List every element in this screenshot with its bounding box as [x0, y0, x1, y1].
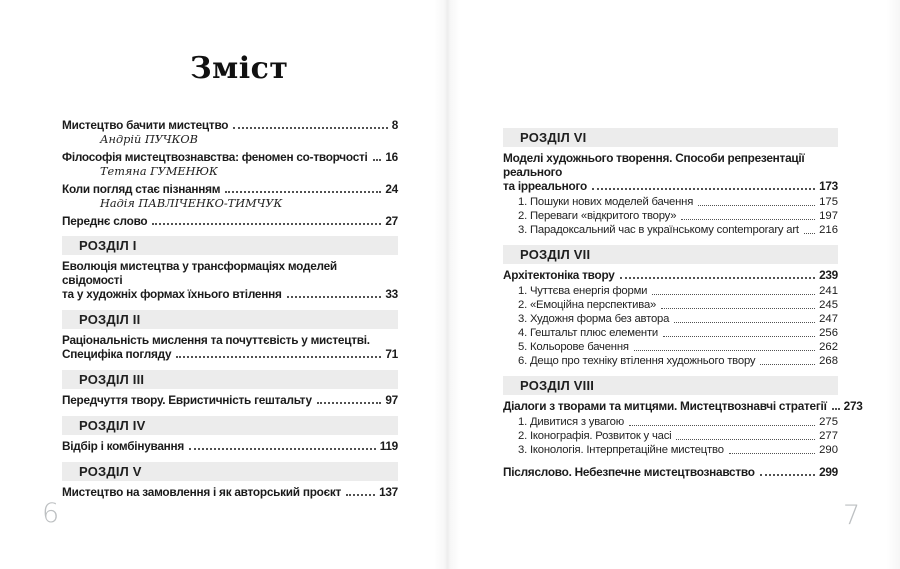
- toc-entry-title: Мистецтво бачити мистецтво: [62, 118, 229, 132]
- author-name: Тетяна ГУМЕНЮК: [100, 165, 218, 178]
- toc-entry-page: 33: [385, 287, 398, 301]
- section-header-label: РОЗДІЛ VI: [520, 130, 587, 145]
- toc-entry-page: 273: [843, 399, 863, 413]
- toc-sub-title: 1. Чуттєва енергія форми: [518, 285, 648, 297]
- toc-sub-page: 262: [819, 341, 838, 353]
- dot-leader: [698, 205, 815, 206]
- toc-entry-title: Відбір і комбінування: [62, 439, 185, 453]
- section-header-bar: [62, 416, 398, 435]
- toc-entry: [62, 182, 398, 210]
- toc-entry-page: 24: [385, 182, 398, 196]
- toc-entry-title: Специфіка погляду: [62, 347, 172, 361]
- dot-leader: [674, 322, 815, 323]
- section-header-bar: [503, 245, 838, 264]
- toc-sub-entry: [503, 285, 838, 297]
- toc-sub-page: 268: [819, 355, 838, 367]
- toc-sub-title: 1. Дивитися з увагою: [518, 416, 624, 428]
- toc-sub-title: 2. «Емоційна перспектива»: [518, 299, 657, 311]
- section-header-label: РОЗДІЛ III: [79, 372, 145, 387]
- dot-leader: [176, 356, 381, 358]
- toc-entry-title: Раціональність мислення та почуттєвість у мистецтві.: [62, 333, 370, 347]
- section-header-label: РОЗДІЛ I: [79, 238, 137, 253]
- section-header-bar: [62, 236, 398, 255]
- dot-leader: [629, 425, 815, 426]
- toc-sub-title: 2. Іконографія. Розвиток у часі: [518, 430, 672, 442]
- dot-leader: [592, 188, 815, 190]
- toc-entry-title: Післяслово. Небезпечне мистецтвознавство: [503, 465, 755, 479]
- toc-sub-entry: [503, 224, 838, 236]
- author-name: Надія ПАВЛІЧЕНКО-ТИМЧУК: [100, 197, 283, 210]
- page-number-right: 7: [843, 500, 861, 531]
- right-page: [503, 128, 863, 479]
- toc-entry-page: 173: [819, 179, 838, 193]
- toc-section: [503, 376, 863, 456]
- section-header-bar: [62, 462, 398, 481]
- section-header-bar: [62, 370, 398, 389]
- toc-sub-page: 175: [819, 196, 838, 208]
- toc-sub-title: 3. Парадоксальний час в українському contemporary art: [518, 224, 799, 236]
- section-header-label: РОЗДІЛ VIII: [520, 378, 595, 393]
- dot-leader: [287, 296, 382, 298]
- left-page: [62, 45, 398, 508]
- toc-sub-entry: [503, 327, 838, 339]
- toc-section: [62, 416, 398, 453]
- dot-leader: [729, 453, 815, 454]
- dot-leader: [760, 474, 815, 476]
- section-header-label: РОЗДІЛ IV: [79, 418, 146, 433]
- toc-sub-title: 3. Художня форма без автора: [518, 313, 670, 325]
- toc-entry-title: Передчуття твору. Евристичність гештальту: [62, 393, 312, 407]
- toc-sub-page: 247: [819, 313, 838, 325]
- book-gutter-shadow: [434, 0, 460, 569]
- toc-entry-page: 137: [379, 485, 398, 499]
- dot-leader: [832, 408, 840, 410]
- toc-entry-title: Еволюція мистецтва у трансформаціях моделей свідомості: [62, 259, 337, 287]
- toc-sub-entry: [503, 299, 838, 311]
- dot-leader: [652, 294, 815, 295]
- dot-leader: [681, 219, 815, 220]
- toc-entry-title: Мистецтво на замовлення і як авторський проєкт: [62, 485, 342, 499]
- dot-leader: [661, 308, 815, 309]
- toc-section: [62, 310, 398, 361]
- dot-leader: [189, 448, 376, 450]
- toc-sub-page: 197: [819, 210, 838, 222]
- dot-leader: [676, 439, 815, 440]
- toc-entry-page: 71: [385, 347, 398, 361]
- toc-entry-title: Моделі художнього творення. Способи репрезентації реального: [503, 151, 805, 179]
- dot-leader: [804, 233, 815, 234]
- toc-sub-entry: [503, 430, 838, 442]
- toc-sub-entry: [503, 355, 838, 367]
- toc-sub-page: 275: [819, 416, 838, 428]
- dot-leader: [373, 159, 382, 161]
- dot-leader: [346, 494, 375, 496]
- toc-section: [503, 245, 838, 367]
- toc-section: [62, 370, 398, 407]
- dot-leader: [663, 336, 815, 337]
- author-name: Андрій ПУЧКОВ: [100, 133, 198, 146]
- toc-entry-page: 119: [379, 439, 398, 453]
- toc-sub-title: 3. Іконологія. Інтерпретаційне мистецтво: [518, 444, 724, 456]
- dot-leader: [760, 364, 815, 365]
- dot-leader: [634, 350, 815, 351]
- toc-sub-entry: [503, 196, 838, 208]
- toc-sub-page: 245: [819, 299, 838, 311]
- toc-entry-title: Архітектоніка твору: [503, 268, 615, 282]
- toc-entry-title: Філософія мистецтвознавства: феномен со-творчості: [62, 150, 368, 164]
- toc-section: [62, 462, 398, 499]
- toc-entry-title: та ірреального: [503, 179, 587, 193]
- dot-leader: [317, 402, 382, 404]
- toc-sub-title: 5. Кольорове бачення: [518, 341, 629, 353]
- toc-entry-page: 16: [385, 150, 398, 164]
- toc-sub-entry: [503, 313, 838, 325]
- toc-entry-title: Діалоги з творами та митцями. Мистецтвознавчі стратегії: [503, 399, 827, 413]
- toc-sub-page: 290: [819, 444, 838, 456]
- section-header-label: РОЗДІЛ II: [79, 312, 141, 327]
- page-edge-shadow: [886, 0, 900, 569]
- section-header-bar: [62, 310, 398, 329]
- toc-sub-entry: [503, 444, 838, 456]
- toc-sub-title: 4. Гештальт плюс елементи: [518, 327, 659, 339]
- toc-sub-page: 216: [819, 224, 838, 236]
- section-header-bar: [503, 376, 838, 395]
- toc-sub-page: 277: [819, 430, 838, 442]
- toc-entry-title: Переднє слово: [62, 214, 148, 228]
- toc-sub-page: 241: [819, 285, 838, 297]
- toc-entry: [503, 465, 838, 479]
- dot-leader: [233, 127, 387, 129]
- section-header-bar: [503, 128, 838, 147]
- dot-leader: [620, 277, 815, 279]
- toc-entry-page: 299: [819, 465, 838, 479]
- toc-entry: [62, 118, 398, 146]
- toc-sub-title: 2. Переваги «відкритого твору»: [518, 210, 677, 222]
- toc-entry: [62, 214, 398, 228]
- dot-leader: [225, 191, 381, 193]
- toc-section: [62, 236, 398, 301]
- dot-leader: [152, 223, 381, 225]
- page-number-left: 6: [42, 498, 60, 529]
- toc-sub-entry: [503, 210, 838, 222]
- toc-sub-title: 1. Пошуки нових моделей бачення: [518, 196, 694, 208]
- toc-sub-entry: [503, 416, 838, 428]
- toc-sub-entry: [503, 341, 838, 353]
- toc-section: [503, 128, 838, 236]
- toc-sub-title: 6. Дещо про техніку втілення художнього твору: [518, 355, 756, 367]
- toc-entry-title: Коли погляд стає пізнанням: [62, 182, 221, 196]
- toc-entry: [62, 150, 398, 178]
- toc-entry-page: 27: [385, 214, 398, 228]
- toc-entry-page: 239: [819, 268, 838, 282]
- toc-entry-title: та у художніх формах їхнього втілення: [62, 287, 282, 301]
- section-header-label: РОЗДІЛ V: [79, 464, 142, 479]
- page-title: Зміст: [190, 51, 289, 86]
- toc-sub-page: 256: [819, 327, 838, 339]
- section-header-label: РОЗДІЛ VII: [520, 247, 591, 262]
- toc-entry-page: 97: [385, 393, 398, 407]
- toc-entry-page: 8: [391, 118, 398, 132]
